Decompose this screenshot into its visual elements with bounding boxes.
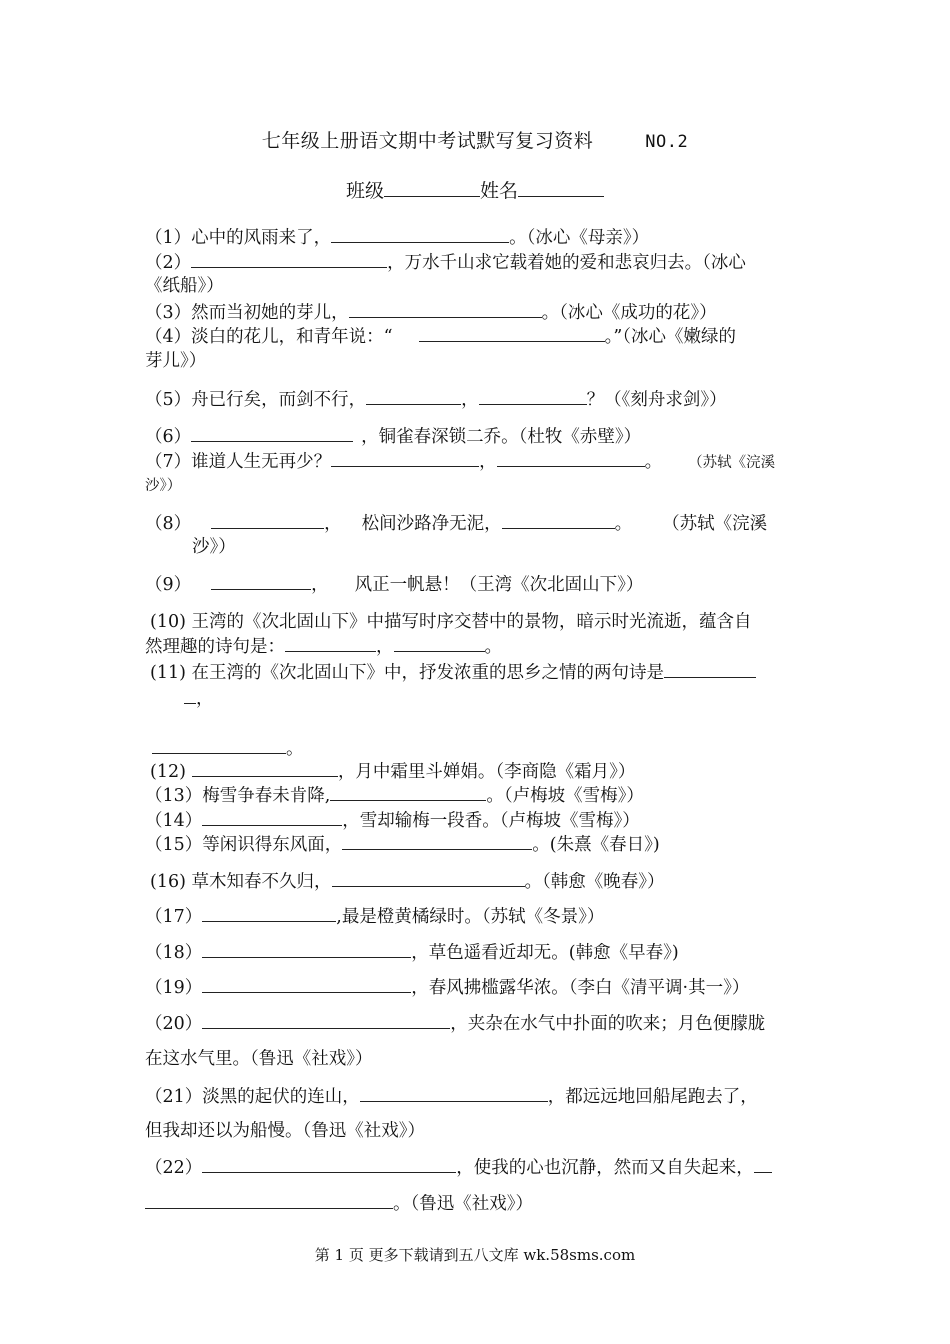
question-19 xyxy=(145,975,810,1000)
q15-text: （15）等闲识得东风面， xyxy=(145,835,343,855)
answer-blank[interactable] xyxy=(202,904,336,922)
question-8 xyxy=(145,511,810,536)
question-4 xyxy=(145,324,810,349)
title-text: 七年级上册语文期中考试默写复习资料 xyxy=(261,130,594,152)
q6-source: ，铜雀春深锁二乔。（杜牧《赤壁》） xyxy=(361,427,642,447)
question-6 xyxy=(145,424,810,449)
q7-source-b: 沙》） xyxy=(145,478,182,494)
q19-source: ，春风拂槛露华浓。（李白《清平调·其一》） xyxy=(411,978,750,998)
question-15 xyxy=(145,832,810,857)
q21-text: （21）淡黑的起伏的连山， xyxy=(145,1087,360,1107)
answer-blank[interactable] xyxy=(331,225,509,243)
answer-blank[interactable] xyxy=(394,634,485,652)
q4-source: 芽儿》） xyxy=(145,351,207,371)
q17-source: ,最是橙黄橘绿时。（苏轼《冬景》） xyxy=(336,907,605,927)
q2-text: （2） xyxy=(145,253,192,273)
q8-source: （苏轼《浣溪 xyxy=(662,514,768,534)
q22-text-b: ，使我的心也沉静，然而又自失起来， xyxy=(456,1158,754,1178)
q9-sep: ， xyxy=(311,575,329,595)
answer-blank[interactable] xyxy=(285,634,376,652)
q7-end: 。 xyxy=(644,452,663,472)
q18-source: ，草色遥看近却无。(韩愈《早春》) xyxy=(411,943,679,963)
answer-blank[interactable] xyxy=(145,1191,393,1209)
q9-source: 风正一帆悬！（王湾《次北固山下》） xyxy=(354,575,644,595)
q20-source: 在这水气里。（鲁迅《社戏》） xyxy=(145,1049,373,1069)
answer-blank[interactable] xyxy=(184,686,196,704)
answer-blank[interactable] xyxy=(202,1011,450,1029)
q1-source: 。（冰心《母亲》） xyxy=(509,228,650,248)
q16-source: 。（韩愈《晚春》） xyxy=(524,872,665,892)
q11-sep: ， xyxy=(196,689,214,709)
question-11-cont2 xyxy=(152,736,817,761)
answer-blank[interactable] xyxy=(211,511,324,529)
answer-blank[interactable] xyxy=(202,1155,456,1173)
q10-text: (10) 王湾的《次北固山下》中描写时序交替中的景物，暗示时光流逝，蕴含自 xyxy=(150,612,752,632)
page-title xyxy=(0,126,950,153)
class-name-line xyxy=(0,176,950,203)
q16-text: (16) 草木知春不久归， xyxy=(150,872,332,892)
question-13 xyxy=(145,783,810,808)
question-7 xyxy=(145,449,810,475)
page-footer: 第 1 页 更多下载请到五八文库 wk.58sms.com xyxy=(314,1246,636,1264)
q18-text: （18） xyxy=(145,943,203,963)
name-blank[interactable] xyxy=(518,179,604,197)
q11-end: 。 xyxy=(286,739,304,759)
answer-blank[interactable] xyxy=(152,736,286,754)
answer-blank[interactable] xyxy=(191,250,387,268)
q7-sep: ， xyxy=(479,452,497,472)
answer-blank[interactable] xyxy=(502,511,615,529)
question-12 xyxy=(150,759,815,784)
question-10-cont xyxy=(145,634,810,659)
answer-blank[interactable] xyxy=(497,449,645,467)
question-22-cont xyxy=(145,1191,810,1216)
q11-text: (11) 在王湾的《次北固山下》中，抒发浓重的思乡之情的两句诗是 xyxy=(150,663,664,683)
question-21-cont xyxy=(145,1119,810,1143)
question-8-cont xyxy=(192,535,857,559)
question-11-cont xyxy=(184,686,849,711)
q3-source: 。（冰心《成功的花》） xyxy=(541,303,717,323)
q9-text: （9） xyxy=(145,575,192,595)
answer-blank[interactable] xyxy=(349,300,542,318)
question-20 xyxy=(145,1011,810,1036)
q10-sep: ， xyxy=(376,637,394,657)
answer-blank[interactable] xyxy=(202,975,411,993)
question-2 xyxy=(145,250,810,275)
q14-text: （14） xyxy=(145,811,203,831)
q13-text: （13）梅雪争春未肯降, xyxy=(145,786,331,806)
q5-text: （5）舟已行矣，而剑不行， xyxy=(145,390,367,410)
answer-blank[interactable] xyxy=(479,387,587,405)
answer-blank[interactable] xyxy=(202,940,411,958)
q2-source: 《纸船》） xyxy=(145,276,224,296)
q19-text: （19） xyxy=(145,978,203,998)
q5-source: ？（《刻舟求剑》） xyxy=(586,390,727,410)
class-blank[interactable] xyxy=(384,179,480,197)
question-18 xyxy=(145,940,810,965)
q22-source: 。（鲁迅《社戏》） xyxy=(393,1194,533,1214)
q10-end: 。 xyxy=(484,637,502,657)
q21-text-b: ，都远远地回船尾跑去了， xyxy=(547,1087,758,1107)
answer-blank[interactable] xyxy=(192,759,338,777)
answer-blank[interactable] xyxy=(419,324,605,342)
q8-sep: ， xyxy=(324,514,342,534)
question-4-cont xyxy=(145,349,810,373)
question-22 xyxy=(145,1155,810,1180)
q12-source: ，月中霜里斗婵娟。（李商隐《霜月》） xyxy=(337,762,636,782)
q8-source-b: 沙》） xyxy=(192,537,236,557)
question-2-cont xyxy=(145,274,810,298)
q7-source: （苏轼《浣溪 xyxy=(688,455,776,471)
q22-text: （22） xyxy=(145,1158,203,1178)
name-label: 姓名 xyxy=(480,180,519,202)
question-3 xyxy=(145,300,810,325)
q20-text: （20） xyxy=(145,1014,203,1034)
answer-blank[interactable] xyxy=(366,387,461,405)
q8-end: 。 xyxy=(614,514,633,534)
q7-text: （7）谁道人生无再少？ xyxy=(145,452,332,472)
question-14 xyxy=(145,808,810,833)
q8-text: （8） xyxy=(145,514,192,534)
answer-blank[interactable] xyxy=(202,808,342,826)
question-7-cont xyxy=(145,474,810,498)
answer-blank[interactable] xyxy=(754,1155,772,1173)
q4-text-b: 。”（冰心《嫩绿的 xyxy=(604,327,737,347)
question-10 xyxy=(150,610,815,634)
question-5 xyxy=(145,387,810,412)
answer-blank[interactable] xyxy=(332,869,525,887)
question-9 xyxy=(145,572,810,597)
q5-sep: ， xyxy=(461,390,479,410)
answer-blank[interactable] xyxy=(360,1084,548,1102)
q10-text-b: 然理趣的诗句是： xyxy=(145,637,285,657)
q13-source: 。（卢梅坡《雪梅》） xyxy=(486,786,644,806)
answer-blank[interactable] xyxy=(331,449,479,467)
question-17 xyxy=(145,904,810,929)
q17-text: （17） xyxy=(145,907,203,927)
question-1 xyxy=(145,225,810,250)
answer-blank[interactable] xyxy=(664,660,756,678)
answer-blank[interactable] xyxy=(211,572,311,590)
question-21 xyxy=(145,1084,810,1109)
question-11 xyxy=(150,660,815,685)
q15-source: 。(朱熹《春日》) xyxy=(532,835,660,855)
q14-source: ，雪却输梅一段香。（卢梅坡《雪梅》） xyxy=(342,811,640,831)
question-16 xyxy=(150,869,815,894)
answer-blank[interactable] xyxy=(330,783,486,801)
q1-text: （1）心中的风雨来了， xyxy=(145,228,332,248)
q6-text: （6） xyxy=(145,427,192,447)
doc-number: NO.2 xyxy=(645,132,689,152)
q8-text-b: 松间沙路净无泥， xyxy=(361,514,502,534)
q4-text: （4）淡白的花儿，和青年说：“ xyxy=(145,327,393,347)
q2-text-b: ，万水千山求它载着她的爱和悲哀归去。（冰心 xyxy=(387,253,746,273)
q21-source: 但我却还以为船慢。（鲁迅《社戏》） xyxy=(145,1121,425,1141)
class-label: 班级 xyxy=(345,180,384,202)
q3-text: （3）然而当初她的芽儿， xyxy=(145,303,349,323)
q12-text: (12) xyxy=(150,762,186,782)
answer-blank[interactable] xyxy=(191,424,353,442)
q20-text-b: ，夹杂在水气中扑面的吹来；月色便朦胧 xyxy=(450,1014,766,1034)
question-20-cont xyxy=(145,1047,810,1071)
answer-blank[interactable] xyxy=(342,832,532,850)
